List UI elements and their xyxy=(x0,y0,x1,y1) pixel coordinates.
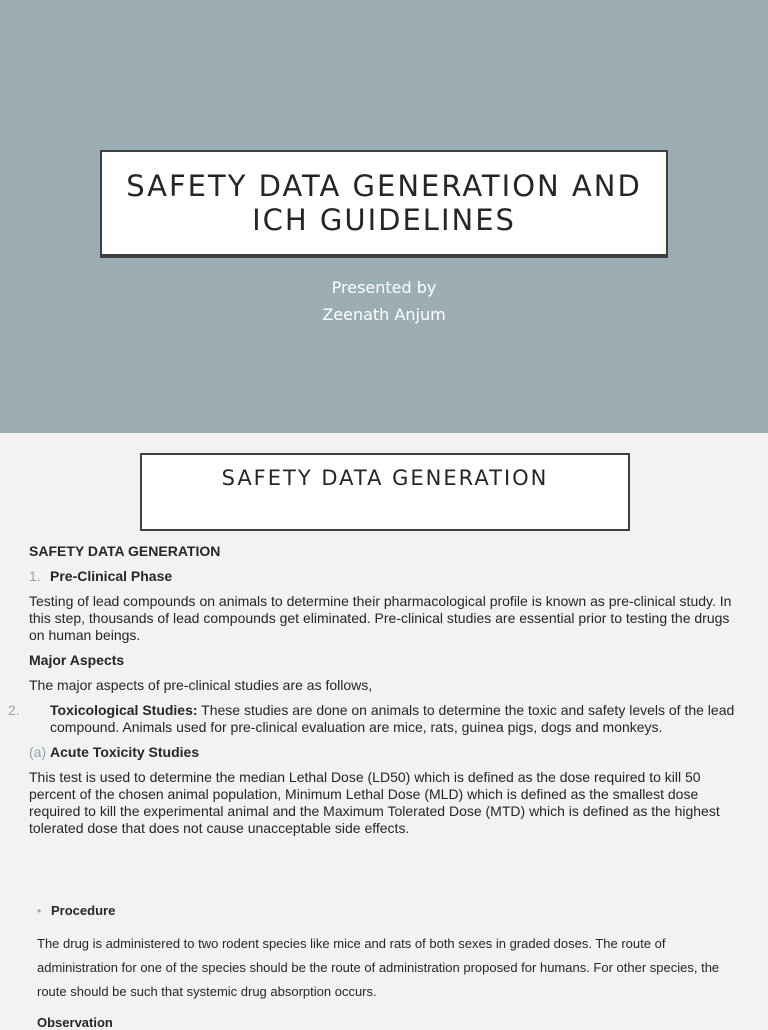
list-item-text: These studies are done on animals to determine the toxic and safety levels of the lead compound. Animals used for pre-clinical evaluation are mice, rats, guinea pigs, dogs and monkeys. xyxy=(50,702,735,735)
list-item-toxicological xyxy=(8,702,741,736)
sub-item-title: Acute Toxicity Studies xyxy=(50,744,200,760)
list-item-preclinical xyxy=(29,568,741,585)
major-aspects-title: Major Aspects xyxy=(29,652,125,668)
slide-title: SAFETY DATA GENERATION AND ICH GUIDELINES xyxy=(126,169,642,237)
observation-title: Observation xyxy=(37,1015,113,1030)
list-item-title: Pre-Clinical Phase xyxy=(50,568,173,584)
title-box xyxy=(100,150,668,256)
slide-body xyxy=(8,543,741,837)
heading-box xyxy=(140,453,630,531)
paragraph-preclinical: Testing of lead compounds on animals to determine their pharmacological profile is known as pre-clinical study. In this step, thousands of lead compounds get eliminated. Pre-clinical studies are essential prior to testing the drugs on human beings. xyxy=(29,593,732,643)
list-number: 1. xyxy=(29,568,41,584)
sub-item-label: (a) xyxy=(29,744,47,760)
content-slide xyxy=(0,433,768,1030)
list-number: 2. xyxy=(8,702,20,718)
procedure-text: The drug is administered to two rodent species like mice and rats of both sexes in graded doses. The route of administration for one of the species should be the route of administration proposed for humans. For other species, the route should be such that systemic drug absorption occurs. xyxy=(37,936,720,999)
slide-heading: SAFETY DATA GENERATION xyxy=(221,466,549,490)
bullet-icon: • xyxy=(37,904,42,918)
title-slide xyxy=(0,0,768,433)
sub-item-acute xyxy=(29,744,741,761)
procedure-title: Procedure xyxy=(51,903,116,918)
section-title: SAFETY DATA GENERATION xyxy=(29,543,221,559)
list-item-title: Toxicological Studies: xyxy=(50,702,198,718)
presented-by-label: Presented by xyxy=(331,278,437,297)
major-aspects-text: The major aspects of pre-clinical studies are as follows, xyxy=(29,677,373,693)
author-name: Zeenath Anjum xyxy=(322,305,446,324)
paragraph-acute-toxicity: This test is used to determine the median Lethal Dose (LD50) which is defined as the dose required to kill 50 percent of the chosen animal population, Minimum Lethal Dose (MLD) which is defined as the smallest dose required to kill the experimental animal and the Maximum Tolerated Dose (MTD) which is defined as the highest tolerated dose that does not cause unacceptable side effects. xyxy=(29,769,720,836)
procedure-section xyxy=(37,903,737,1030)
procedure-heading xyxy=(37,903,737,918)
